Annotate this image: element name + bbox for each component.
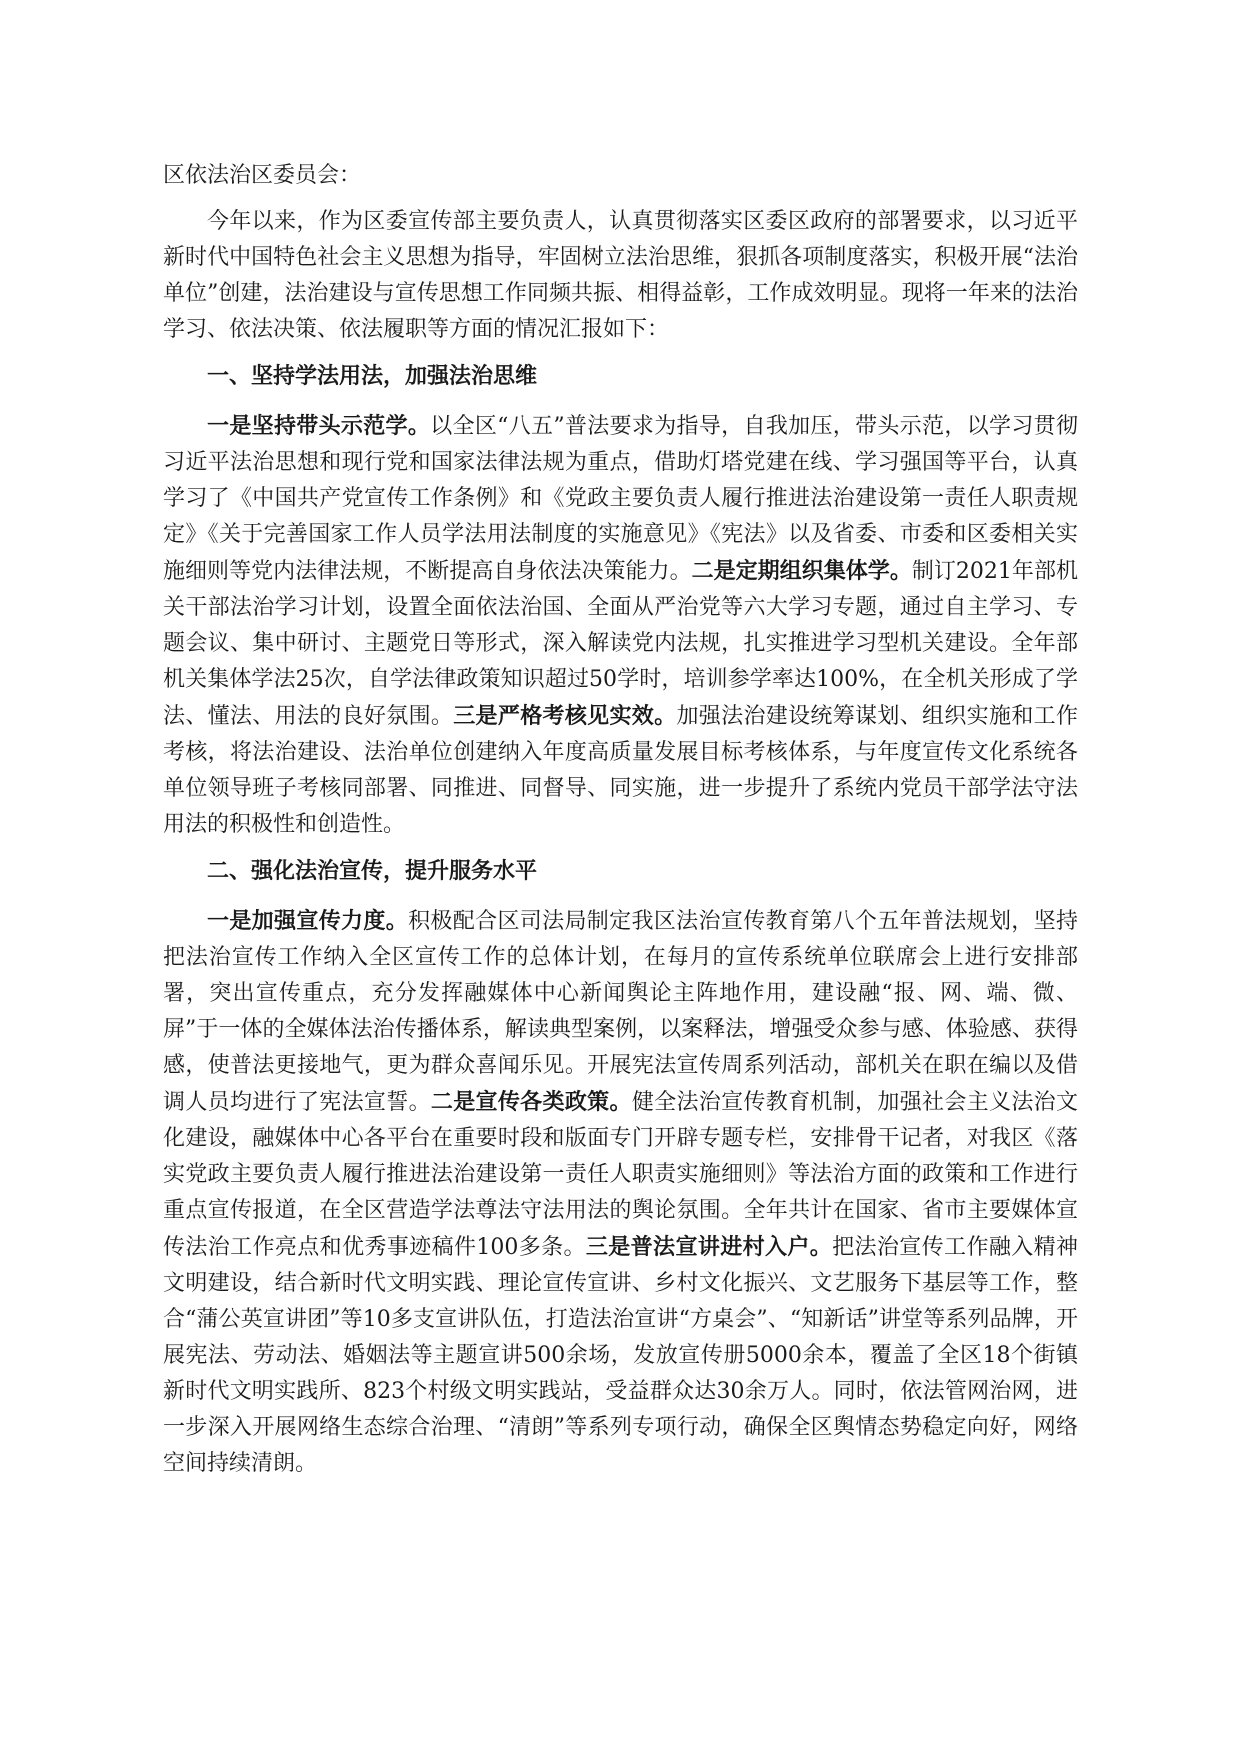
body-text-1-3: 加强法治建设统筹谋划、组织实施和工作考核，将法治建设、法治单位创建纳入年度高质量发展目标考核体系，与年度宣传文化系统各单位领导班子考核同部署、同推进、同督导、同实施，进一步提升了系统内党员干部学法守法用法的积极性和创造性。 bbox=[163, 704, 1078, 837]
body-text-2-3: 把法治宣传工作融入精神文明建设，结合新时代文明实践、理论宣传宣讲、乡村文化振兴、文艺服务下基层等工作，整合“蒲公英宣讲团”等10多支宣讲队伍，打造法治宣讲“方桌会”、“知新话”讲堂等系列品牌，开展宪法、劳动法、婚姻法等主题宣讲500余场，发放宣传册5000余本，覆盖了全区18个街镇新时代文明实践所、823个村级文明实践站，受益群众达30余万人。同时，依法管网治网，进一步深入开展网络生态综合治理、“清朗”等系列专项行动，确保全区舆情态势稳定向好，网络空间持续清朗。 bbox=[163, 1235, 1078, 1476]
lead-in-2-1: 一是加强宣传力度。 bbox=[207, 908, 409, 934]
section-paragraph-2 bbox=[163, 903, 1078, 1482]
section-heading-1: 一、坚持学法用法，加强法治思维 bbox=[207, 363, 538, 389]
lead-in-2-2: 二是宣传各类政策。 bbox=[430, 1089, 632, 1115]
body-text-2-2: 健全法治宣传教育机制，加强社会主义法治文化建设，融媒体中心各平台在重要时段和版面专门开辟专题专栏，安排骨干记者，对我区《落实党政主要负责人履行推进法治建设第一责任人职责实施细则》等法治方面的政策和工作进行重点宣传报道，在全区营造学法尊法守法用法的舆论氛围。全年共计在国家、省市主要媒体宣传法治工作亮点和优秀事迹稿件100多条。 bbox=[163, 1090, 1078, 1260]
intro-paragraph: 今年以来，作为区委宣传部主要负责人，认真贯彻落实区委区政府的部署要求，以习近平新时代中国特色社会主义思想为指导，牢固树立法治思维，狠抓各项制度落实，积极开展“法治单位”创建，法治建设与宣传思想工作同频共振、相得益彰，工作成效明显。现将一年来的法治学习、依法决策、依法履职等方面的情况汇报如下： bbox=[163, 209, 1078, 342]
body-text-1-2: 制订2021年部机关干部法治学习计划，设置全面依法治国、全面从严治党等六大学习专题，通过自主学习、专题会议、集中研讨、主题党日等形式，深入解读党内法规，扎实推进学习型机关建设。全年部机关集体学法25次，自学法律政策知识超过50学时，培训参学率达100%，在全机关形成了学法、懂法、用法的良好氛围。 bbox=[163, 559, 1078, 729]
section-heading-2: 二、强化法治宣传，提升服务水平 bbox=[207, 858, 538, 884]
lead-in-1-3: 三是严格考核见实效。 bbox=[453, 703, 677, 729]
section-paragraph-1 bbox=[163, 408, 1078, 843]
salutation: 区依法治区委员会： bbox=[163, 163, 362, 188]
document-page bbox=[163, 158, 1078, 1492]
body-text-2-1: 积极配合区司法局制定我区法治宣传教育第八个五年普法规划，坚持把法治宣传工作纳入全区宣传工作的总体计划，在每月的宣传系统单位联席会上进行安排部署，突出宣传重点，充分发挥融媒体中心新闻舆论主阵地作用，建设融“报、网、端、微、屏”于一体的全媒体法治传播体系，解读典型案例，以案释法，增强受众参与感、体验感、获得感，使普法更接地气，更为群众喜闻乐见。开展宪法宣传周系列活动，部机关在职在编以及借调人员均进行了宪法宣誓。 bbox=[163, 909, 1078, 1115]
body-text-1-1: 以全区“八五”普法要求为指导，自我加压，带头示范，以学习贯彻习近平法治思想和现行党和国家法律法规为重点，借助灯塔党建在线、学习强国等平台，认真学习了《中国共产党宣传工作条例》和《党政主要负责人履行推进法治建设第一责任人职责规定》《关于完善国家工作人员学法用法制度的实施意见》《宪法》以及省委、市委和区委相关实施细则等党内法律法规，不断提高自身依法决策能力。 bbox=[163, 414, 1078, 584]
lead-in-1-1: 一是坚持带头示范学。 bbox=[207, 413, 431, 439]
lead-in-2-3: 三是普法宣讲进村入户。 bbox=[585, 1234, 833, 1260]
lead-in-1-2: 二是定期组织集体学。 bbox=[691, 558, 912, 584]
